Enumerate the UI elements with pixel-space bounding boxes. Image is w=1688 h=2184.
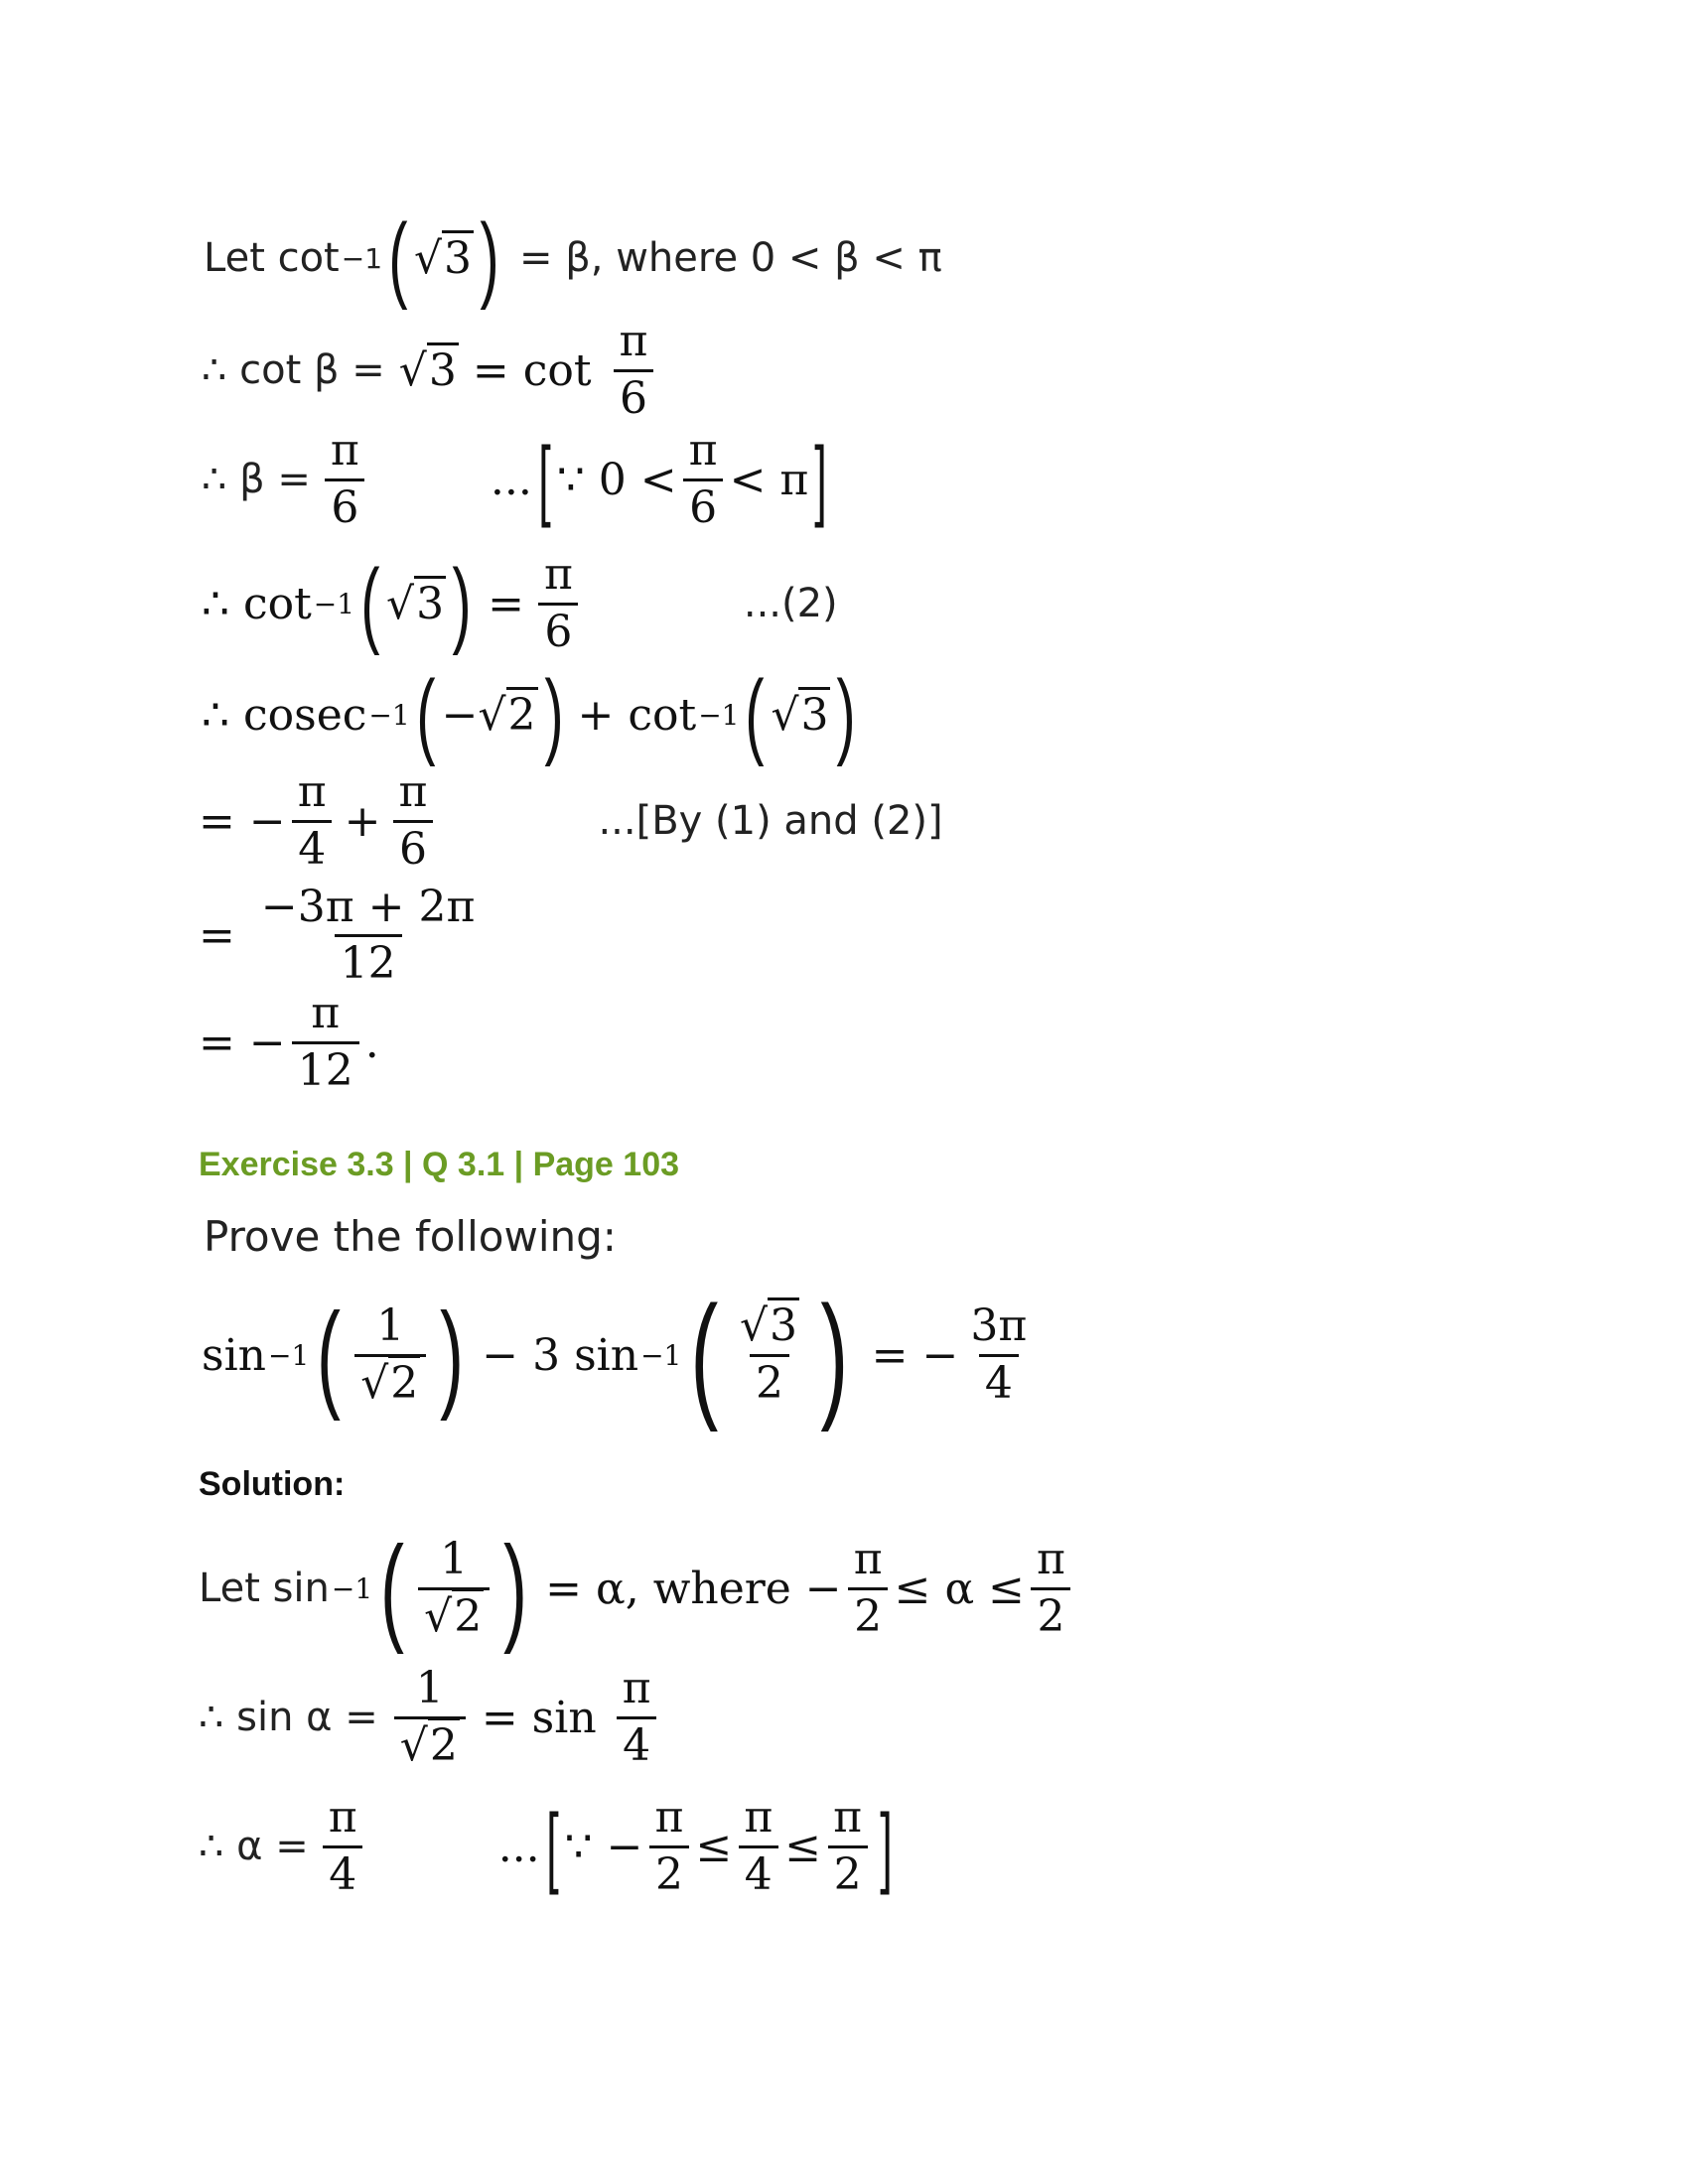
line-alpha-value	[0, 1787, 1688, 1906]
bracket-close: ]	[880, 1797, 893, 1896]
superscript: −1	[640, 1338, 682, 1372]
paren-open: (	[745, 661, 766, 767]
paren-open: (	[416, 661, 436, 767]
solution-label-text: Solution:	[199, 1464, 346, 1503]
text-therefore-alpha: ∴ α =	[199, 1824, 309, 1869]
fraction: $\frac{\pi}{12}$	[292, 991, 359, 1093]
line-let-sin-alpha	[0, 1519, 1688, 1658]
fraction: $\frac{\pi}{2}$	[827, 1795, 868, 1897]
line-let-cot-beta	[0, 204, 1688, 313]
exercise-heading-text: Exercise 3.3 | Q 3.1 | Page 103	[199, 1145, 680, 1183]
fraction: $\frac{-3\pi + 2\pi}{12}$	[260, 881, 476, 989]
line-cot-inverse-value	[0, 549, 1688, 658]
text-minus-3-sin: − 3 sin	[482, 1329, 639, 1381]
sqrt-expression: √3	[414, 233, 474, 284]
text-therefore-cot: ∴ cot	[202, 578, 312, 629]
text-equals-minus: = −	[199, 1017, 286, 1068]
sqrt-expression: √3	[771, 690, 830, 741]
fraction: $\frac{√3}{2}$	[734, 1303, 805, 1406]
paren-open: (	[317, 1289, 342, 1422]
fraction: $\frac{\pi}{4}$	[617, 1666, 657, 1768]
text-therefore-beta: ∴ β =	[202, 457, 311, 502]
text-equals: =	[199, 910, 235, 961]
line-sum-value	[0, 766, 1688, 876]
paren-close: )	[836, 661, 857, 767]
text-equals-minus: = −	[871, 1329, 959, 1381]
text-therefore-sin-alpha: ∴ sin α =	[199, 1695, 378, 1740]
question-prompt	[0, 1206, 1688, 1266]
fraction: $\frac{\pi}{2}$	[1031, 1537, 1071, 1639]
text-equals-minus: = −	[199, 795, 286, 847]
line-sum-expression	[0, 660, 1688, 769]
superscript: −1	[368, 698, 410, 732]
text-inequality: ≤ α ≤	[894, 1563, 1026, 1614]
paren-open: (	[690, 1277, 719, 1433]
sqrt-expression: √3	[399, 345, 459, 396]
paren-close: )	[440, 1289, 465, 1422]
fraction: $\frac{1}{√2}$	[354, 1303, 426, 1406]
text-le: ≤	[695, 1821, 733, 1872]
paren-open: (	[360, 550, 380, 656]
text-period: .	[364, 1017, 379, 1068]
text-let-cot: Let cot	[204, 235, 340, 281]
sqrt-expression: √3	[386, 579, 446, 629]
text-less-than-pi: < π	[729, 454, 809, 505]
text-eq-sin: = sin	[481, 1692, 597, 1743]
text-equals: =	[488, 578, 524, 629]
text-eq-cot: = cot	[472, 344, 592, 396]
paren-close: )	[543, 661, 564, 767]
text-plus-cot: + cot	[577, 689, 697, 741]
bracket-close: ]	[814, 430, 828, 529]
text-because: ∵ 0 <	[556, 454, 677, 505]
paren-open: (	[380, 1522, 405, 1655]
paren-close: )	[820, 1277, 849, 1433]
superscript: −1	[341, 241, 383, 275]
text-therefore-cot-beta: ∴ cot β =	[202, 347, 385, 393]
superscript: −1	[698, 698, 740, 732]
reason-text: ...[By (1) and (2)]	[598, 798, 943, 844]
text-therefore-cosec: ∴ cosec	[202, 689, 367, 741]
superscript: −1	[313, 587, 355, 620]
solution-label	[0, 1459, 1688, 1509]
line-cot-beta	[0, 316, 1688, 425]
prompt-text: Prove the following:	[204, 1211, 617, 1261]
fraction: $\frac{\pi}{6}$	[683, 428, 724, 530]
fraction: $\frac{\pi}{4}$	[738, 1795, 778, 1897]
fraction: $\frac{\pi}{4}$	[292, 769, 333, 872]
fraction: $\frac{\pi}{6}$	[614, 319, 654, 421]
superscript: −1	[268, 1338, 310, 1372]
fraction: $\frac{\pi}{4}$	[323, 1795, 363, 1897]
line-final-value	[0, 988, 1688, 1097]
fraction: $\frac{1}{√2}$	[394, 1666, 466, 1768]
fraction: $\frac{\pi}{2}$	[848, 1537, 889, 1639]
text-le: ≤	[784, 1821, 822, 1872]
fraction: $\frac{\pi}{6}$	[325, 428, 365, 530]
fraction: $\frac{3\pi}{4}$	[970, 1300, 1028, 1409]
line-sin-alpha	[0, 1653, 1688, 1782]
text-ellipsis: ...	[497, 1821, 540, 1872]
paren-close: )	[452, 550, 472, 656]
paren-close: )	[480, 205, 499, 311]
superscript: −1	[331, 1571, 373, 1605]
fraction: $\frac{\pi}{6}$	[393, 769, 434, 872]
bracket-open: [	[538, 430, 551, 529]
sqrt-expression: √2	[479, 690, 538, 741]
line-beta-value	[0, 425, 1688, 534]
text-sin: sin	[202, 1329, 266, 1381]
text-alpha-where: = α, where −	[545, 1563, 842, 1614]
text-minus: −	[441, 689, 479, 741]
equation-tag: ...(2)	[743, 581, 838, 626]
question-equation	[0, 1276, 1688, 1434]
text-plus: +	[344, 795, 381, 847]
text-ellipsis: ...	[490, 454, 532, 505]
fraction: $\frac{1}{√2}$	[418, 1537, 490, 1639]
paren-close: )	[503, 1522, 528, 1655]
fraction: $\frac{\pi}{2}$	[649, 1795, 690, 1897]
text-let-sin: Let sin	[199, 1566, 330, 1611]
text-because: ∵ −	[564, 1821, 643, 1872]
line-combined-fraction	[0, 879, 1688, 993]
exercise-heading	[0, 1140, 1688, 1189]
text-beta-condition: = β, where 0 < β < π	[519, 235, 942, 281]
fraction: $\frac{\pi}{6}$	[538, 552, 579, 654]
paren-open: (	[388, 205, 408, 311]
bracket-open: [	[545, 1797, 559, 1896]
